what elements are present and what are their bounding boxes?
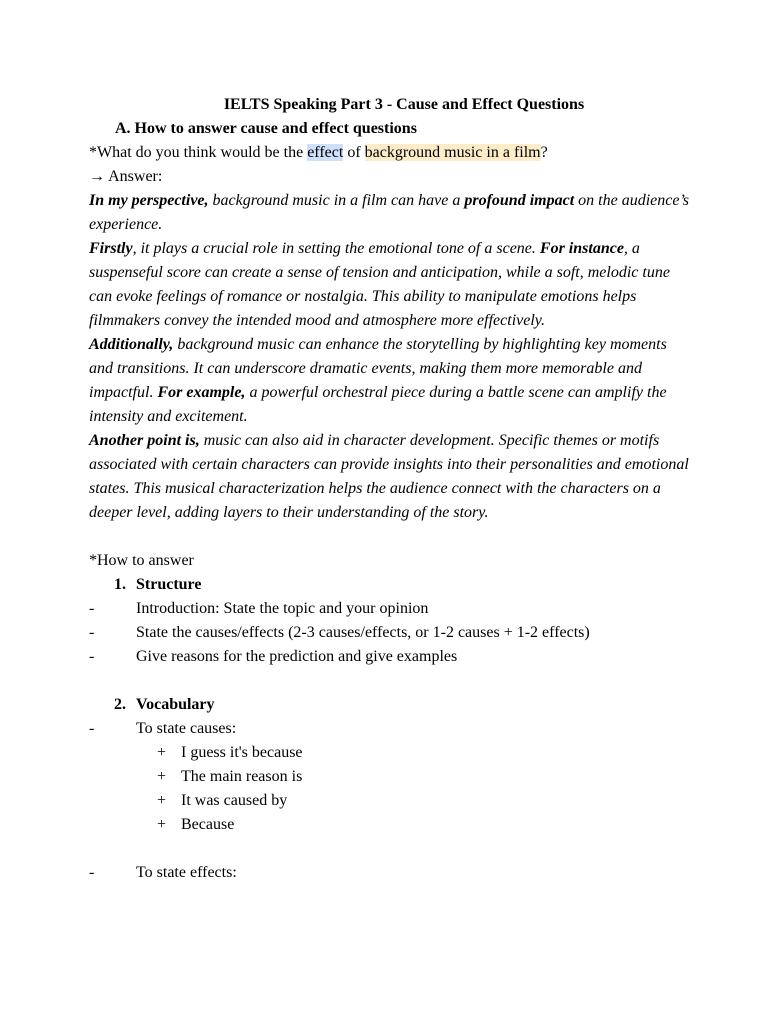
vocabulary-number: 2. bbox=[114, 696, 126, 713]
spacer bbox=[89, 837, 689, 861]
plus-marker: + bbox=[157, 768, 167, 785]
structure-item-3: Give reasons for the prediction and give examples bbox=[136, 648, 458, 665]
p1-text-1: background music in a film can have a bbox=[208, 192, 465, 209]
list-item bbox=[89, 765, 689, 789]
p2-text-1: , it plays a crucial role in setting the emotional tone of a scene. bbox=[132, 240, 540, 257]
vocabulary-heading bbox=[89, 693, 689, 717]
dash-marker: - bbox=[89, 648, 95, 665]
list-item bbox=[89, 645, 689, 669]
question-suffix: ? bbox=[540, 144, 548, 161]
p2-bold-2: For instance bbox=[539, 240, 624, 257]
p1-bold-1: In my perspective, bbox=[89, 192, 209, 209]
document-content bbox=[89, 93, 689, 885]
list-item bbox=[89, 741, 689, 765]
dash-marker: - bbox=[89, 624, 95, 641]
answer-paragraph-3 bbox=[89, 333, 689, 429]
cause-phrase-4: Because bbox=[181, 816, 235, 833]
vocabulary-title: Vocabulary bbox=[136, 696, 215, 713]
cause-phrase-3: It was caused by bbox=[181, 792, 288, 809]
p4-bold-1: Another point is, bbox=[89, 432, 200, 449]
list-item bbox=[89, 597, 689, 621]
structure-item-1: Introduction: State the topic and your opinion bbox=[136, 600, 429, 617]
structure-title: Structure bbox=[136, 576, 202, 593]
p3-bold-2: For example, bbox=[157, 384, 246, 401]
list-item bbox=[89, 861, 689, 885]
p1-bold-2: profound impact bbox=[464, 192, 575, 209]
plus-marker: + bbox=[157, 744, 167, 761]
p3-text-2: a powerful orchestral piece during a battle scene can amplify the intensity and excitement. bbox=[89, 384, 667, 425]
answer-paragraph-1 bbox=[89, 189, 689, 237]
answer-paragraph-4 bbox=[89, 429, 689, 525]
structure-heading bbox=[89, 573, 689, 597]
p2-text-2: , a suspenseful score can create a sense of tension and anticipation, while a soft, melodic tune can evoke feelings of romance or nostalgia. This ability to manipulate emotions helps filmmakers convey the intended mood and atmosphere more effectively. bbox=[89, 240, 670, 329]
list-item bbox=[89, 789, 689, 813]
causes-label: To state causes: bbox=[136, 720, 237, 737]
list-item bbox=[89, 621, 689, 645]
p1-text-2: on the audience’s experience. bbox=[89, 192, 689, 233]
how-to-answer-heading: *How to answer bbox=[89, 552, 194, 569]
effects-label: To state effects: bbox=[136, 864, 237, 881]
cause-phrase-1: I guess it's because bbox=[181, 744, 303, 761]
p2-bold-1: Firstly bbox=[89, 240, 133, 257]
document-title: IELTS Speaking Part 3 - Cause and Effect Questions bbox=[223, 96, 585, 113]
p4-text-1: music can also aid in character development. Specific themes or motifs associated with certain characters can provide insights into their personalities and emotional states. This musical characterization helps the audience connect with the characters on a deeper level, adding layers to their understanding of the story. bbox=[89, 432, 689, 521]
answer-paragraph-2 bbox=[89, 237, 689, 333]
answer-label: → Answer: bbox=[89, 168, 163, 185]
plus-marker: + bbox=[157, 792, 167, 809]
p3-text-1: background music can enhance the storytelling by highlighting key moments and transitions. It can underscore dramatic events, making them more memorable and impactful. bbox=[89, 336, 667, 401]
dash-marker: - bbox=[89, 864, 95, 881]
dash-marker: - bbox=[89, 720, 95, 737]
highlight-effect: effect bbox=[307, 144, 344, 161]
structure-number: 1. bbox=[114, 576, 126, 593]
question-line bbox=[89, 141, 689, 165]
plus-marker: + bbox=[157, 816, 167, 833]
list-item bbox=[89, 813, 689, 837]
highlight-background-music: background music in a film bbox=[364, 144, 541, 161]
spacer bbox=[89, 669, 689, 693]
question-prefix: *What do you think would be the bbox=[89, 144, 308, 161]
p3-bold-1: Additionally, bbox=[89, 336, 174, 353]
structure-item-2: State the causes/effects (2-3 causes/effects, or 1-2 causes + 1-2 effects) bbox=[136, 624, 590, 641]
cause-phrase-2: The main reason is bbox=[181, 768, 303, 785]
spacer bbox=[89, 525, 689, 549]
dash-marker: - bbox=[89, 600, 95, 617]
question-middle: of bbox=[343, 144, 365, 161]
list-item bbox=[89, 717, 689, 741]
section-a-heading: A. How to answer cause and effect questions bbox=[115, 120, 417, 137]
